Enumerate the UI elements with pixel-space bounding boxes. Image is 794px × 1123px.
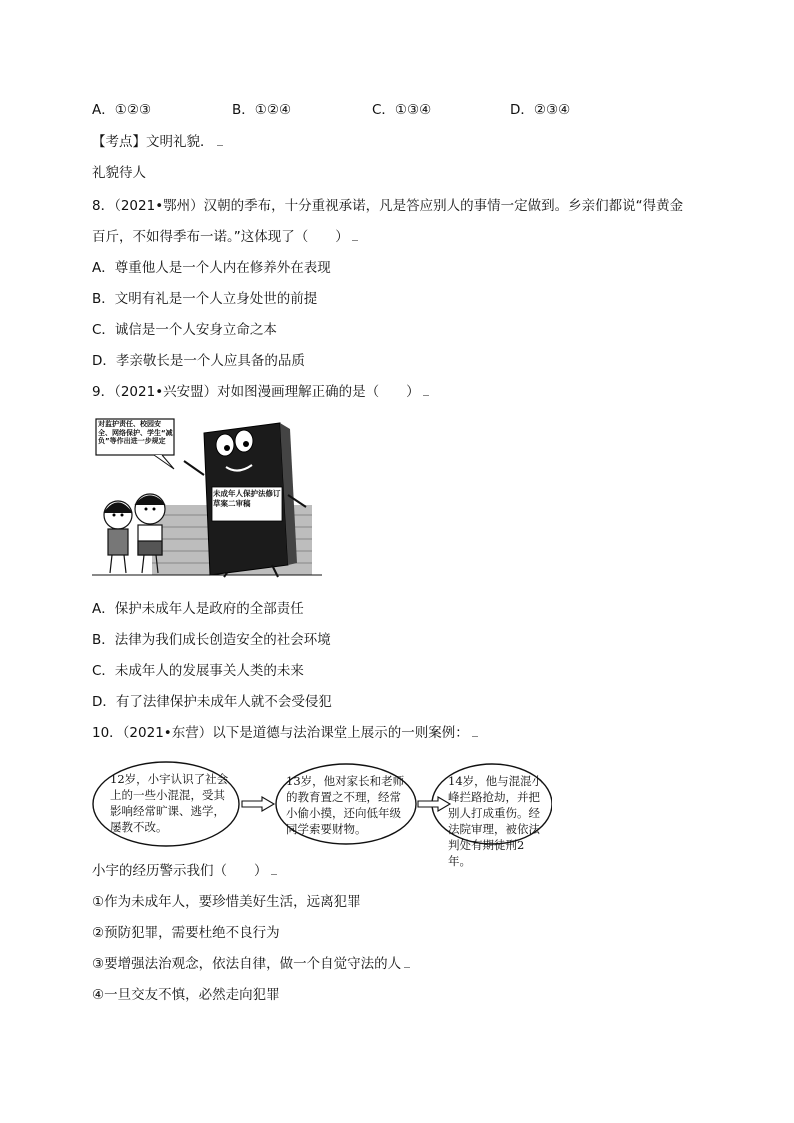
- q7-option-b: B．①②④: [232, 102, 292, 118]
- q10-item-1: ①作为未成年人，要珍惜美好生活，远离犯罪: [92, 894, 361, 910]
- q9-option-d: D．有了法律保护未成年人就不会受侵犯: [92, 694, 332, 710]
- q9-stem: 9．（2021•兴安盟）对如图漫画理解正确的是（ ）: [92, 382, 429, 402]
- q10-item-4: ④一旦交友不慎，必然走向犯罪: [92, 987, 280, 1003]
- q7-note: 礼貌待人: [92, 165, 146, 181]
- q7-kaodian: 【考点】文明礼貌．: [92, 132, 223, 152]
- q8-stem-line2: 百斤，不如得季布一诺。”这体现了（ ）: [92, 227, 358, 247]
- q9-option-c: C．未成年人的发展事关人类的未来: [92, 663, 304, 679]
- flow-step-3: 14岁，他与混混小峰拦路抢劫，并把别人打成重伤。经法院审理，被依法判处有期徒刑2年。: [448, 774, 544, 868]
- q7-option-a: A．①②③: [92, 102, 152, 118]
- comic-book-title: 未成年人保护法修订草案二审稿: [213, 489, 281, 508]
- flow-step-1: 12岁，小宇认识了社会上的一些小混混，受其影响经常旷课、逃学，屡教不改。: [110, 772, 229, 834]
- q8-option-d: D．孝亲敬长是一个人应具备的品质: [92, 353, 305, 369]
- q8-option-a: A．尊重他人是一个人内在修养外在表现: [92, 260, 331, 276]
- q10-item-2: ②预防犯罪，需要杜绝不良行为: [92, 925, 280, 941]
- comic-speech-text: 对监护责任、校园安全、网络保护、学生“减负”等作出进一步规定: [98, 420, 173, 445]
- q7-option-d: D．②③④: [510, 102, 571, 118]
- q8-option-c: C．诚信是一个人安身立命之本: [92, 322, 277, 338]
- q9-option-b: B．法律为我们成长创造安全的社会环境: [92, 632, 331, 648]
- flow-arrow-1: [242, 797, 274, 811]
- q8-stem-line1: 8．（2021•鄂州）汉朝的季布，十分重视承诺，凡是答应别人的事情一定做到。乡亲们都说“得黄金: [92, 198, 684, 214]
- q10-stem: 10．（2021•东营）以下是道德与法治课堂上展示的一则案例：: [92, 723, 478, 743]
- q10-prompt: 小宇的经历警示我们（ ）: [92, 861, 277, 881]
- q9-comic-image: [92, 415, 322, 579]
- q7-option-c: C．①③④: [372, 102, 432, 118]
- q8-option-b: B．文明有礼是一个人立身处世的前提: [92, 291, 318, 307]
- q9-option-a: A．保护未成年人是政府的全部责任: [92, 601, 304, 617]
- flow-step-2: 13岁，他对家长和老师的教育置之不理，经常小偷小摸，还向低年级同学索要财物。: [286, 774, 405, 836]
- q10-item-3: ③要增强法治观念，依法自律，做一个自觉守法的人: [92, 954, 410, 974]
